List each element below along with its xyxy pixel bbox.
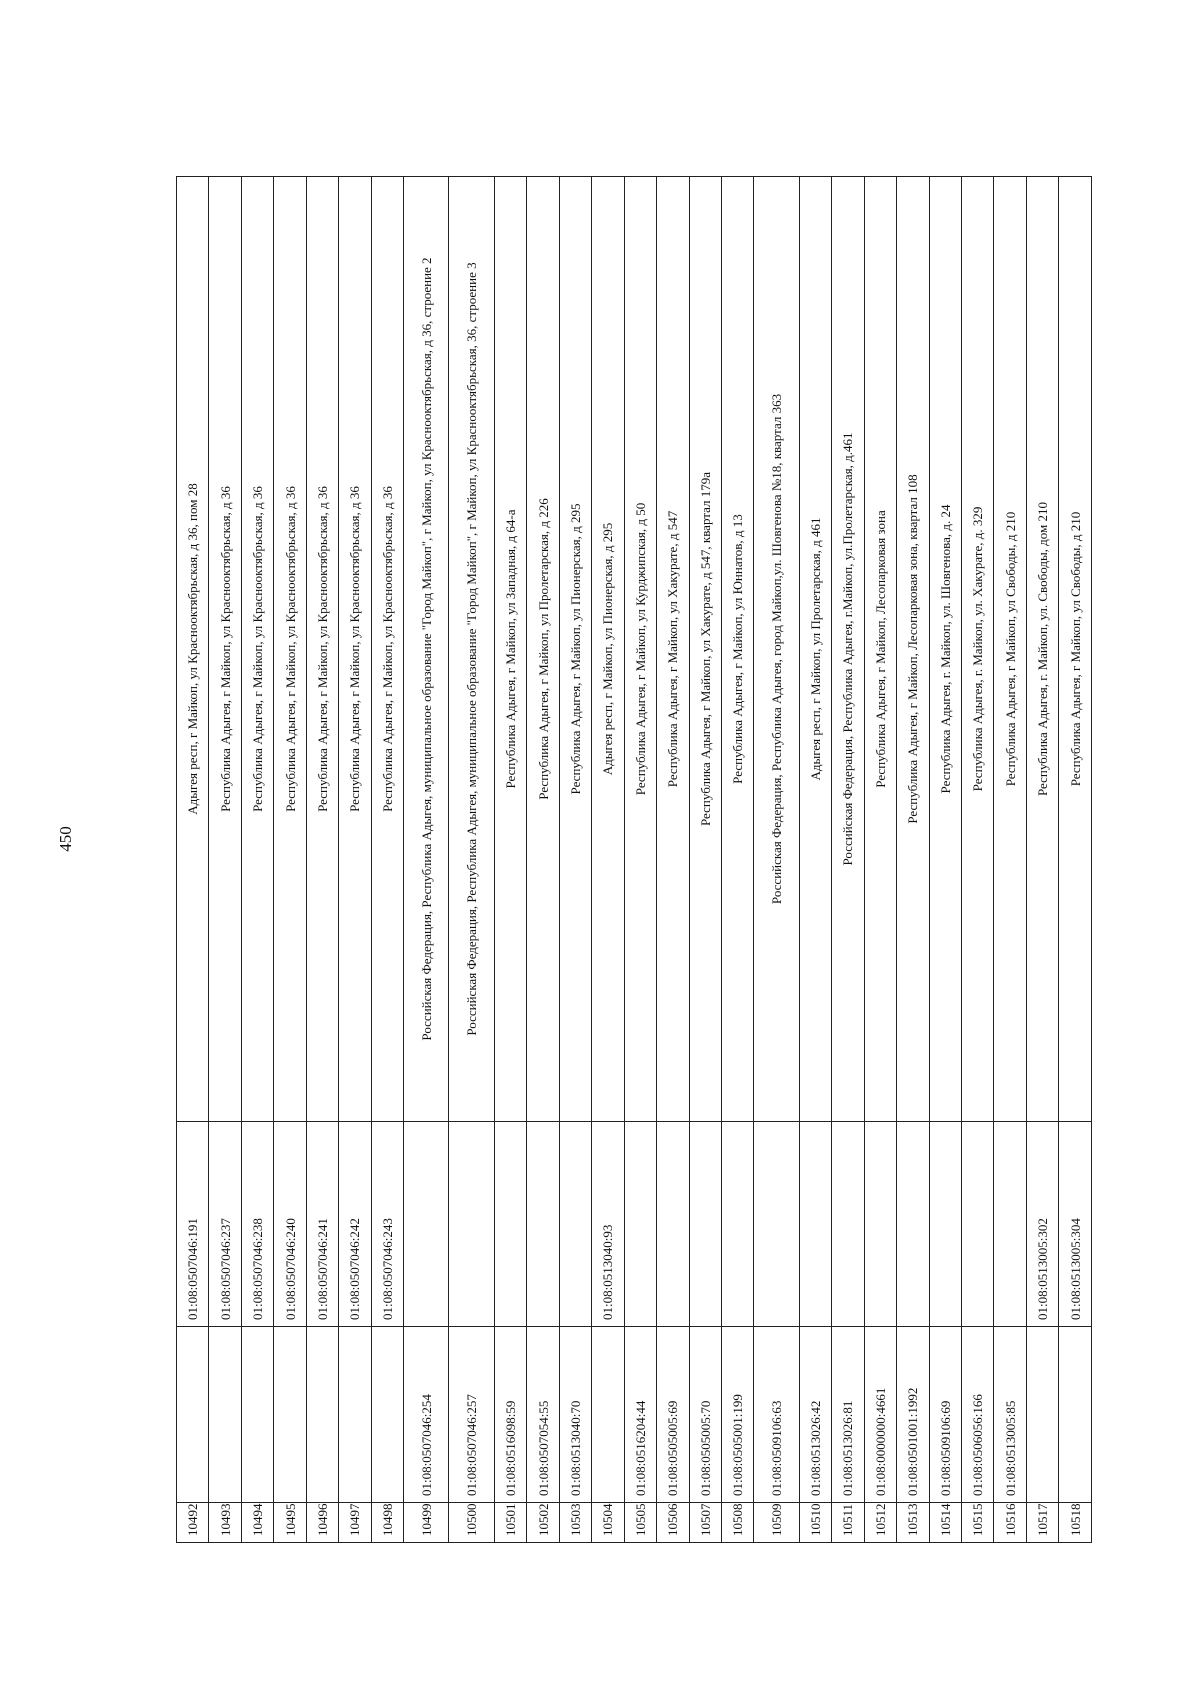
table-row <box>371 177 403 1543</box>
row-number: 10497 <box>339 1503 371 1543</box>
parcel-cadastral-number <box>209 1327 241 1503</box>
parcel-cadastral-number: 01:08:0509106:63 <box>754 1327 799 1503</box>
row-number: 10493 <box>209 1503 241 1543</box>
table-row <box>832 177 864 1543</box>
table-row <box>339 177 371 1543</box>
table-row <box>274 177 306 1543</box>
address-cell: Адыгея респ, г Майкоп, ул Пролетарская, д 461 <box>799 177 831 1122</box>
building-cadastral-number: 01:08:0507046:242 <box>339 1122 371 1327</box>
address-cell: Республика Адыгея, г Майкоп, ул Краснооктябрьская, д 36 <box>274 177 306 1122</box>
address-cell: Российская Федерация, Республика Адыгея, г.Майкоп, ул.Пролетарская, д.461 <box>832 177 864 1122</box>
parcel-cadastral-number: 01:08:0516098:59 <box>494 1327 526 1503</box>
building-cadastral-number: 01:08:0513005:304 <box>1059 1122 1092 1327</box>
building-cadastral-number: 01:08:0513040:93 <box>592 1122 624 1327</box>
table-row <box>624 177 656 1543</box>
building-cadastral-number: 01:08:0507046:243 <box>371 1122 403 1327</box>
building-cadastral-number: 01:08:0507046:241 <box>306 1122 338 1327</box>
address-cell: Адыгея респ, г Майкоп, ул Краснооктябрьская, д 36, пом 28 <box>177 177 209 1122</box>
parcel-cadastral-number <box>274 1327 306 1503</box>
address-cell: Республика Адыгея, г Майкоп, ул Свободы, д 210 <box>994 177 1026 1122</box>
building-cadastral-number <box>994 1122 1026 1327</box>
address-cell: Республика Адыгея, г Майкоп, ул Краснооктябрьская, д 36 <box>241 177 273 1122</box>
address-cell: Республика Адыгея, г Майкоп, Лесопарковая зона <box>864 177 896 1122</box>
building-cadastral-number <box>404 1122 449 1327</box>
building-cadastral-number <box>929 1122 961 1327</box>
row-number: 10499 <box>404 1503 449 1543</box>
parcel-cadastral-number: 01:08:0506056:166 <box>962 1327 994 1503</box>
table-row <box>1059 177 1092 1543</box>
table-row <box>657 177 689 1543</box>
parcel-cadastral-number <box>177 1327 209 1503</box>
table-row <box>864 177 896 1543</box>
parcel-cadastral-number <box>1059 1327 1092 1503</box>
table-row <box>559 177 591 1543</box>
building-cadastral-number <box>624 1122 656 1327</box>
building-cadastral-number <box>559 1122 591 1327</box>
address-cell: Республика Адыгея, г Майкоп, Лесопарковая зона, квартал 108 <box>897 177 929 1122</box>
parcel-cadastral-number: 01:08:0501001:1992 <box>897 1327 929 1503</box>
address-cell: Республика Адыгея, г Майкоп, ул Хакурате, д 547 <box>657 177 689 1122</box>
parcel-cadastral-number: 01:08:0505005:70 <box>689 1327 721 1503</box>
table-row <box>306 177 338 1543</box>
building-cadastral-number <box>494 1122 526 1327</box>
building-cadastral-number <box>689 1122 721 1327</box>
building-cadastral-number <box>754 1122 799 1327</box>
rotated-table-container <box>176 177 1092 1543</box>
table-row <box>689 177 721 1543</box>
building-cadastral-number <box>721 1122 753 1327</box>
parcel-cadastral-number: 01:08:0513040:70 <box>559 1327 591 1503</box>
table-row <box>449 177 494 1543</box>
table-row <box>1026 177 1058 1543</box>
building-cadastral-number <box>962 1122 994 1327</box>
row-number: 10515 <box>962 1503 994 1543</box>
parcel-cadastral-number <box>339 1327 371 1503</box>
row-number: 10513 <box>897 1503 929 1543</box>
row-number: 10512 <box>864 1503 896 1543</box>
building-cadastral-number: 01:08:0507046:240 <box>274 1122 306 1327</box>
parcel-cadastral-number: 01:08:0513026:42 <box>799 1327 831 1503</box>
row-number: 10517 <box>1026 1503 1058 1543</box>
address-cell: Республика Адыгея, г. Майкоп, ул. Свободы, дом 210 <box>1026 177 1058 1122</box>
building-cadastral-number <box>897 1122 929 1327</box>
row-number: 10516 <box>994 1503 1026 1543</box>
building-cadastral-number <box>799 1122 831 1327</box>
address-cell: Республика Адыгея, г Майкоп, ул Пролетарская, д 226 <box>527 177 559 1122</box>
row-number: 10503 <box>559 1503 591 1543</box>
parcel-cadastral-number: 01:08:0507046:257 <box>449 1327 494 1503</box>
table-row <box>527 177 559 1543</box>
address-cell: Российская Федерация, Республика Адыгея, город Майкоп,ул. Шовгенова №18, квартал 363 <box>754 177 799 1122</box>
address-cell: Республика Адыгея, г Майкоп, ул Хакурате, д 547, квартал 179а <box>689 177 721 1122</box>
table-row <box>209 177 241 1543</box>
parcel-cadastral-number <box>371 1327 403 1503</box>
building-cadastral-number <box>832 1122 864 1327</box>
parcel-cadastral-number: 01:08:0505001:199 <box>721 1327 753 1503</box>
registry-table-body <box>177 177 1092 1543</box>
building-cadastral-number: 01:08:0507046:237 <box>209 1122 241 1327</box>
row-number: 10518 <box>1059 1503 1092 1543</box>
row-number: 10505 <box>624 1503 656 1543</box>
parcel-cadastral-number: 01:08:0509106:69 <box>929 1327 961 1503</box>
row-number: 10492 <box>177 1503 209 1543</box>
row-number: 10507 <box>689 1503 721 1543</box>
property-registry-table <box>176 176 1092 1543</box>
building-cadastral-number: 01:08:0507046:191 <box>177 1122 209 1327</box>
parcel-cadastral-number: 01:08:0507054:55 <box>527 1327 559 1503</box>
table-row <box>592 177 624 1543</box>
building-cadastral-number <box>527 1122 559 1327</box>
row-number: 10500 <box>449 1503 494 1543</box>
table-row <box>994 177 1026 1543</box>
table-row <box>494 177 526 1543</box>
parcel-cadastral-number: 01:08:0513026:81 <box>832 1327 864 1503</box>
parcel-cadastral-number <box>241 1327 273 1503</box>
row-number: 10511 <box>832 1503 864 1543</box>
address-cell: Российская Федерация, Республика Адыгея, муниципальное образование "Город Майкоп", г Майкоп, ул Краснооктябрьская, 36, строение 3 <box>449 177 494 1122</box>
building-cadastral-number: 01:08:0507046:238 <box>241 1122 273 1327</box>
parcel-cadastral-number: 01:08:0507046:254 <box>404 1327 449 1503</box>
row-number: 10502 <box>527 1503 559 1543</box>
row-number: 10495 <box>274 1503 306 1543</box>
table-row <box>177 177 209 1543</box>
table-row <box>897 177 929 1543</box>
address-cell: Республика Адыгея, г Майкоп, ул Курджипская, д 50 <box>624 177 656 1122</box>
building-cadastral-number <box>864 1122 896 1327</box>
parcel-cadastral-number <box>592 1327 624 1503</box>
table-row <box>754 177 799 1543</box>
table-row <box>241 177 273 1543</box>
address-cell: Республика Адыгея, г Майкоп, ул Свободы, д 210 <box>1059 177 1092 1122</box>
parcel-cadastral-number: 01:08:0505005:69 <box>657 1327 689 1503</box>
parcel-cadastral-number: 01:08:0513005:85 <box>994 1327 1026 1503</box>
address-cell: Республика Адыгея, г Майкоп, ул Юннатов, д 13 <box>721 177 753 1122</box>
parcel-cadastral-number: 01:08:0516204:44 <box>624 1327 656 1503</box>
row-number: 10504 <box>592 1503 624 1543</box>
parcel-cadastral-number <box>306 1327 338 1503</box>
address-cell: Республика Адыгея, г Майкоп, ул Краснооктябрьская, д 36 <box>209 177 241 1122</box>
address-cell: Республика Адыгея, г. Майкоп, ул. Хакурате, д. 329 <box>962 177 994 1122</box>
row-number: 10508 <box>721 1503 753 1543</box>
row-number: 10506 <box>657 1503 689 1543</box>
table-row <box>799 177 831 1543</box>
table-row <box>404 177 449 1543</box>
row-number: 10498 <box>371 1503 403 1543</box>
building-cadastral-number: 01:08:0513005:302 <box>1026 1122 1058 1327</box>
address-cell: Адыгея респ, г Майкоп, ул Пионерская, д 295 <box>592 177 624 1122</box>
row-number: 10509 <box>754 1503 799 1543</box>
address-cell: Российская Федерация, Республика Адыгея, муниципальное образование "Город Майкоп", г Майкоп, ул Краснооктябрьская, д 36, строение 2 <box>404 177 449 1122</box>
row-number: 10496 <box>306 1503 338 1543</box>
parcel-cadastral-number <box>1026 1327 1058 1503</box>
row-number: 10501 <box>494 1503 526 1543</box>
address-cell: Республика Адыгея, г Майкоп, ул Пионерская, д 295 <box>559 177 591 1122</box>
address-cell: Республика Адыгея, г Майкоп, ул Краснооктябрьская, д 36 <box>306 177 338 1122</box>
address-cell: Республика Адыгея, г. Майкоп, ул. Шовгенова, д. 24 <box>929 177 961 1122</box>
page-number: 450 <box>56 826 75 852</box>
parcel-cadastral-number: 01:08:0000000:4661 <box>864 1327 896 1503</box>
table-row <box>929 177 961 1543</box>
address-cell: Республика Адыгея, г Майкоп, ул Западная, д 64-а <box>494 177 526 1122</box>
building-cadastral-number <box>657 1122 689 1327</box>
table-row <box>721 177 753 1543</box>
address-cell: Республика Адыгея, г Майкоп, ул Краснооктябрьская, д 36 <box>339 177 371 1122</box>
address-cell: Республика Адыгея, г Майкоп, ул Краснооктябрьская, д 36 <box>371 177 403 1122</box>
row-number: 10494 <box>241 1503 273 1543</box>
table-row <box>962 177 994 1543</box>
row-number: 10514 <box>929 1503 961 1543</box>
building-cadastral-number <box>449 1122 494 1327</box>
row-number: 10510 <box>799 1503 831 1543</box>
